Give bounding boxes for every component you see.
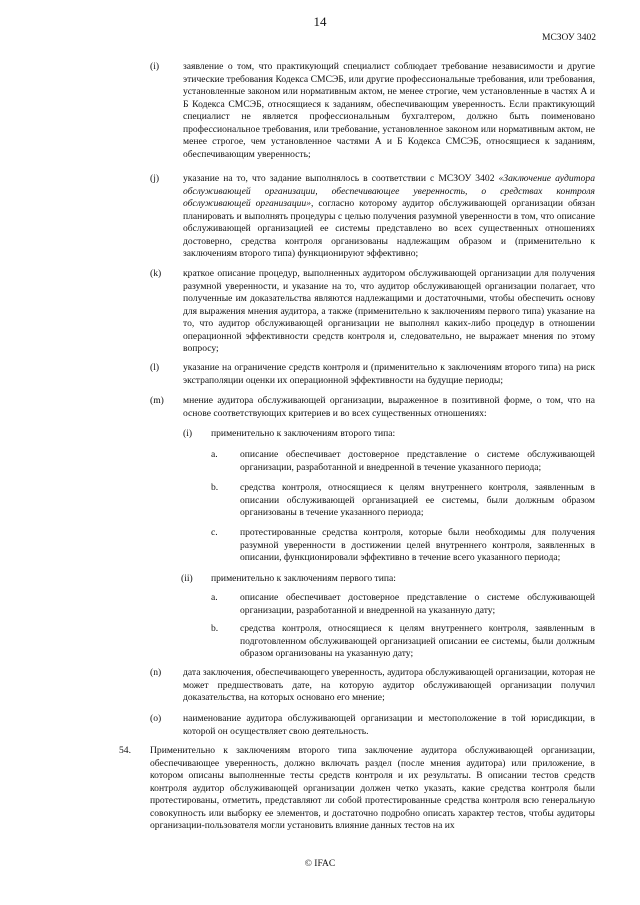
page-number: 14 [313,14,327,29]
list-item: дата заключения, обеспечивающего уверенность, аудитора обслуживающей организации, которая не может предшествовать дате, на которую аудитор обслуживающей организации получил доказательства, на которых основано его мнение; [183,667,595,703]
document-code: МСЗОУ 3402 [542,33,596,43]
item-marker: (l) [150,362,160,373]
list-item: средства контроля, относящиеся к целям внутреннего контроля, заявленным в подготовленном обслуживающей организацией описании ее системы, были должным образом организованы на указанную дату; [240,623,595,659]
item-marker: (k) [150,268,162,279]
list-item: краткое описание процедур, выполненных аудитором обслуживающей организации для получения разумной уверенности, и указание на то, что аудитор обслуживающей организации полагает, что полученные им доказательства являются надлежащими и достаточными, чтобы обеспечить основу для выражения мнения аудитора, а также (применительно к заключениям первого типа) указание на то, что аудитор обслуживающей организации не выполнял каких-либо процедур в отношении операционной эффективности средств контроля и, следовательно, не выражает мнения по этому вопросу; [183,268,595,354]
list-item: протестированные средства контроля, которые были необходимы для получения разумной уверенности в достижении целей внутреннего контроля, заявленных в описании, функционировали эффективно в течение всего указанного периода; [240,527,595,563]
list-item: применительно к заключениям второго типа: [211,428,396,439]
item-marker: c. [211,527,218,538]
paragraph-number: 54. [119,745,131,756]
item-marker: (ii) [181,573,193,584]
list-item: указание на ограничение средств контроля и (применительно к заключениям второго типа) на риск экстраполяции оценки их операционной эффективности на будущие периоды; [183,362,595,386]
footer-copyright: © IFAC [304,859,336,869]
standard-title: «Заключение аудитора обслуживающей организации, обеспечивающее уверенность, о средствах контроля обслуживающей организации» [183,173,595,209]
item-marker: (o) [150,713,162,724]
item-marker: b. [211,623,219,634]
item-text: , согласно которому аудитор обслуживающей организации обязан планировать и выполнять процедуры с целью получения разумной уверенности в том, что описание обслуживающей организацией ее системы представлено во всех существенных отношениях достоверно, средства контроля организованы надлежащим образом и (применительно к заключениям второго типа) функционируют эффективно; [183,198,595,259]
item-text: указание на то, что задание выполнялось в соответствии с МСЗОУ 3402 [183,173,499,184]
item-marker: (j) [150,173,160,184]
item-marker: (i) [150,61,160,72]
list-item: описание обеспечивает достоверное представление о системе обслуживающей организации, разработанной и внедренной на указанную дату; [240,592,595,616]
list-item: применительно к заключениям первого типа: [211,573,396,584]
item-marker: (n) [150,667,162,678]
list-item: наименование аудитора обслуживающей организации и местоположение в той юрисдикции, в которой он осуществляет свою деятельность. [183,713,595,737]
item-marker: (m) [150,395,164,406]
list-item: мнение аудитора обслуживающей организации, выраженное в позитивной форме, о том, что на основе соответствующих критериев и во всех существенных отношениях: [183,395,595,419]
list-item: средства контроля, относящиеся к целям внутреннего контроля, заявленным в описании обслуживающей организацией ее системы, были должным образом организованы в течение указанного периода; [240,482,595,518]
list-item: заявление о том, что практикующий специалист соблюдает требование независимости и другие этические требования Кодекса СМСЭБ, или другие профессиональные требования, или требования, установленные законом или нормативным актом, не менее строгие, чем установленные в частях А и Б Кодекса СМСЭБ, относящиеся к заданиям, обеспечивающим уверенность. Если практикующий специалист не является профессиональным бухгалтером, должно быть поименовано профессиональное требования, или требование, установленное законом или нормативным актом, не менее строгое, чем установленное частями А и Б Кодекса СМСЭБ, относящиеся к заданиям, обеспечивающим уверенность; [183,61,595,160]
item-marker: a. [211,449,218,460]
item-marker: (i) [183,428,193,439]
paragraph: Применительно к заключениям второго типа заключение аудитора обслуживающей организации, обеспечивающее уверенность, должно включать раздел (после мнения аудитора) или приложение, в котором описаны выполненные тесты средств контроля и их результаты. В описании тестов средств контроля аудитор обслуживающей организации должен четко указать, какие средства контроля были протестированы, отметить, представляют ли собой протестированные средства контроля всю генеральную совокупность или выборку ее элементов, и достаточно подробно описать характер тестов, чтобы аудиторы организации-пользователя могли установить влияние данных тестов на их [150,745,595,831]
list-item [183,173,595,261]
list-item: описание обеспечивает достоверное представление о системе обслуживающей организации, разработанной и внедренной в течение указанного периода; [240,449,595,473]
item-marker: b. [211,482,219,493]
item-marker: a. [211,592,218,603]
